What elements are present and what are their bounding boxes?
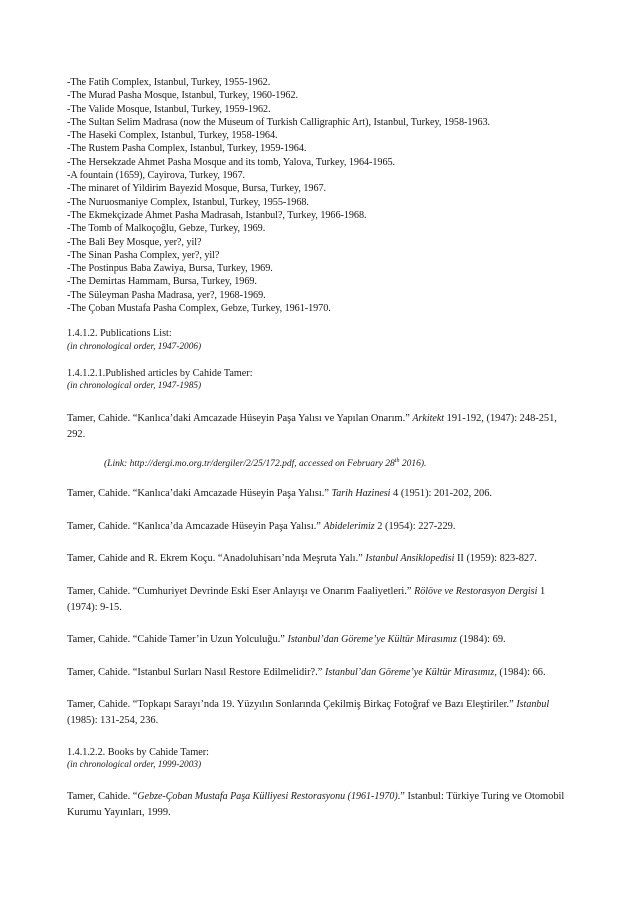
reference-entry: Tamer, Cahide. “Istanbul Surları Nasıl Restore Edilmelidir?.” Istanbul’dan Göreme’ye Kültür Mirasımız, (1984): 66. bbox=[67, 666, 546, 678]
list-item: -The Ekmekçizade Ahmet Pasha Madrasah, Istanbul?, Turkey, 1966-1968. bbox=[67, 209, 367, 221]
restoration-projects-list bbox=[67, 76, 577, 315]
reference-entry: Tamer, Cahide. “Kanlıca’da Amcazade Hüseyin Paşa Yalısı.” Abidelerimiz 2 (1954): 227-229. bbox=[67, 520, 456, 532]
articles-heading: 1.4.1.2.1.Published articles by Cahide Tamer: bbox=[67, 367, 253, 379]
list-item: -The Murad Pasha Mosque, Istanbul, Turkey, 1960-1962. bbox=[67, 90, 298, 102]
list-item: -The Demirtas Hammam, Bursa, Turkey, 1969. bbox=[67, 276, 257, 288]
list-item: -The Haseki Complex, Istanbul, Turkey, 1958-1964. bbox=[67, 130, 278, 142]
reference-entry: Tamer, Cahide. “Cumhuriyet Devrinde Eski Eser Anlayışı ve Onarım Faaliyetleri.” Rölöve ve Restorasyon Dergisi 1 (1974): 9-15. bbox=[67, 586, 546, 613]
list-item: -A fountain (1659), Cayirova, Turkey, 1967. bbox=[67, 170, 245, 182]
reference-entry: Tamer, Cahide. “Cahide Tamer’in Uzun Yolculuğu.” Istanbul’dan Göreme’ye Kültür Mirasımız (1984): 69. bbox=[67, 634, 506, 646]
list-item: -The Valide Mosque, Istanbul, Turkey, 1959-1962. bbox=[67, 103, 271, 115]
reference-entry: Tamer, Cahide and R. Ekrem Koçu. “Anadoluhisarı’nda Meşruta Yalı.” Istanbul Ansiklopedisi II (1959): 823-827. bbox=[67, 553, 537, 565]
publications-heading: 1.4.1.2. Publications List: bbox=[67, 328, 172, 340]
list-item: -The Postinpus Baba Zawiya, Bursa, Turkey, 1969. bbox=[67, 263, 273, 275]
list-item: -The minaret of Yildirim Bayezid Mosque, Bursa, Turkey, 1967. bbox=[67, 183, 327, 195]
reference-entry: Tamer, Cahide. “Gebze-Çoban Mustafa Paşa Külliyesi Restorasyonu (1961-1970).” Istanbul: Türkiye Turing ve Otomobil Kurumu Yayınları, 1999. bbox=[67, 790, 565, 818]
reference-entry: Tamer, Cahide. “Kanlıca’daki Amcazade Hüseyin Paşa Yalısı.” Tarih Hazinesi 4 (1951): 201-202, 206. bbox=[67, 488, 493, 500]
list-item: -The Çoban Mustafa Pasha Complex, Gebze, Turkey, 1961-1970. bbox=[67, 303, 331, 315]
reference-link: (Link: http://dergi.mo.org.tr/dergiler/2/25/172.pdf, accessed on February 28th 2016). bbox=[104, 458, 427, 470]
list-item: -The Nuruosmaniye Complex, Istanbul, Turkey, 1955-1968. bbox=[67, 196, 309, 208]
publications-subheading: (in chronological order, 1947-2006) bbox=[67, 341, 202, 352]
list-item: -The Sultan Selim Madrasa (now the Museum of Turkish Calligraphic Art), Istanbul, Turkey, 1958-1963. bbox=[67, 116, 491, 128]
list-item: -The Fatih Complex, Istanbul, Turkey, 1955-1962. bbox=[67, 77, 271, 88]
list-item: -The Süleyman Pasha Madrasa, yer?, 1968-1969. bbox=[67, 289, 266, 301]
list-item: -The Sinan Pasha Complex, yer?, yil? bbox=[67, 249, 220, 261]
list-item: -The Rustem Pasha Complex, Istanbul, Turkey, 1959-1964. bbox=[67, 143, 307, 155]
list-item: -The Tomb of Malkoçoğlu, Gebze, Turkey, 1969. bbox=[67, 223, 266, 235]
articles-subheading: (in chronological order, 1947-1985) bbox=[67, 380, 202, 391]
list-item: -The Bali Bey Mosque, yer?, yil? bbox=[67, 236, 202, 248]
reference-entry: Tamer, Cahide. “Topkapı Sarayı’nda 19. Yüzyılın Sonlarında Çekilmiş Birkaç Fotoğraf ve Bazı Eleştiriler.” Istanbul (1985): 131-254, 236. bbox=[67, 699, 550, 727]
list-item: -The Hersekzade Ahmet Pasha Mosque and its tomb, Yalova, Turkey, 1964-1965. bbox=[67, 156, 396, 168]
books-subheading: (in chronological order, 1999-2003) bbox=[67, 759, 202, 770]
page-content bbox=[67, 76, 577, 820]
reference-entry: Tamer, Cahide. “Kanlıca’daki Amcazade Hüseyin Paşa Yalısı ve Yapılan Onarım.” Arkitekt 191-192, (1947): 248-251, 292. bbox=[67, 412, 557, 440]
books-heading: 1.4.1.2.2. Books by Cahide Tamer: bbox=[67, 746, 209, 758]
